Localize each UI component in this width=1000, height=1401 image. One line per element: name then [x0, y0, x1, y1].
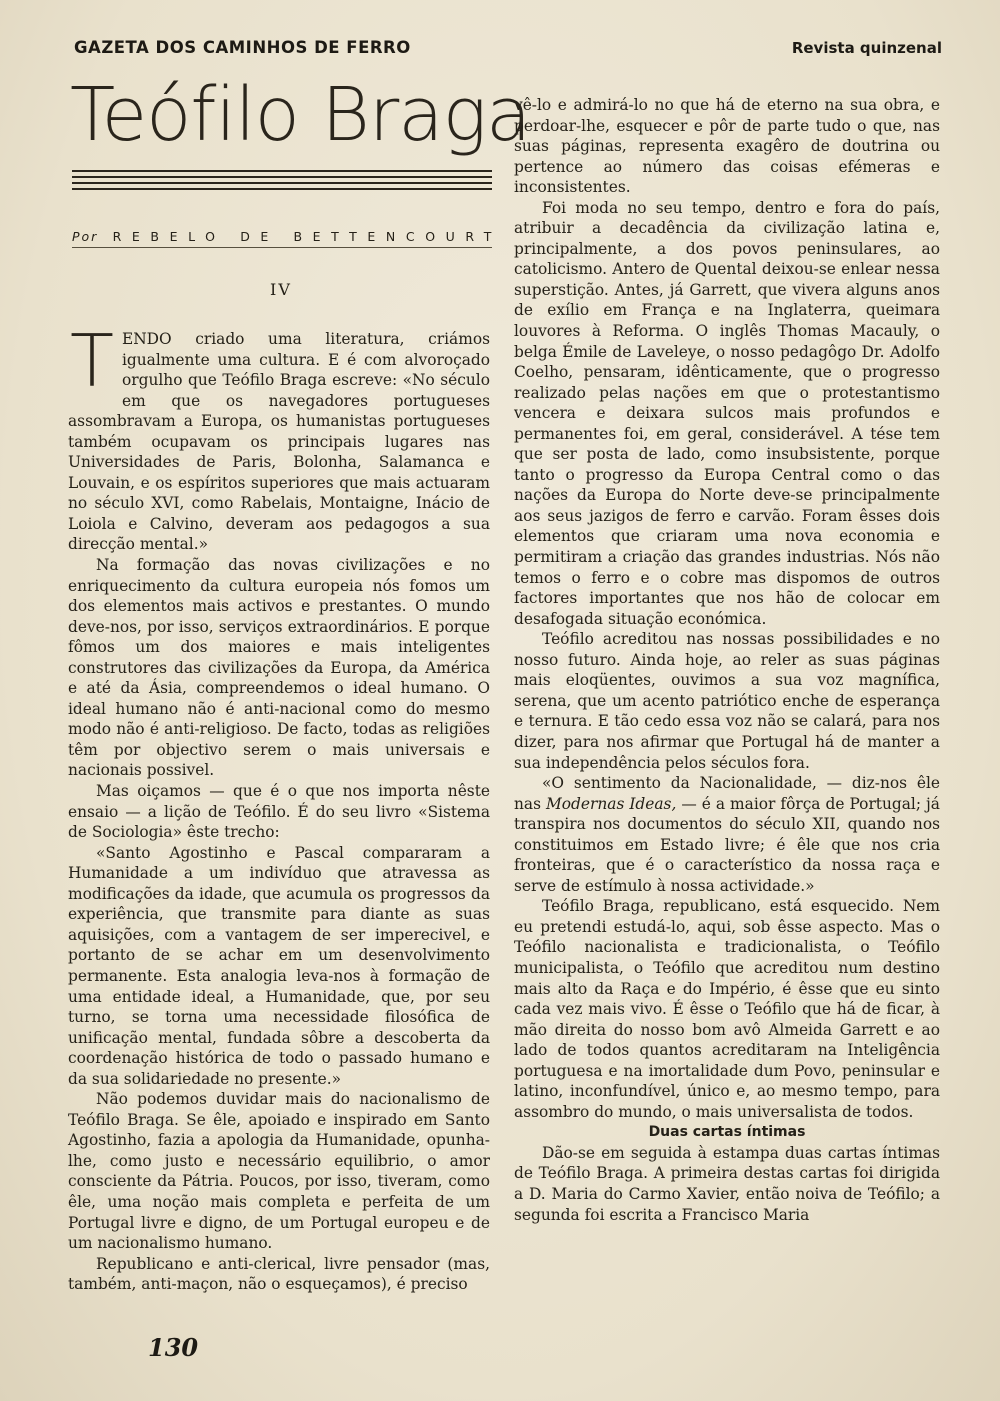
quote-intro: «O sentimento da Nacionalidade, — diz-nos êle nas	[514, 774, 940, 813]
magazine-title: GAZETA DOS CAMINHOS DE FERRO	[74, 38, 411, 57]
paragraph: Teófilo Braga, republicano, está esquecido. Nem eu pretendi estudá-lo, aqui, sob êsse aspecto. Mas o Teófilo nacionalista e tradicionalista, o Teófilo municipalista, o Teófilo que acreditou num destino mais alto da Raça e do Império, é êsse que eu sinto cada vez mais vivo. É êsse o Teófilo que há de ficar, à mão direita do nosso bom avô Almeida Garrett e ao lado de todos quantos acreditaram na Inteligência portuguesa e na imortalidade dum Povo, peninsular e latino, inconfundível, único e, ao mesmo tempo, para assombro do mundo, o mais universalista de todos.	[514, 897, 940, 1121]
paragraph: Não podemos duvidar mais do nacionalismo de Teófilo Braga. Se êle, apoiado e inspirado em Santo Agostinho, fazia a apologia da Humanidade, opunha-lhe, como justo e necessário equilibrio, o amor consciente da Pátria. Poucos, por isso, tiveram, como êle, uma noção mais completa e perfeita de um Portugal livre e digno, de um Portugal europeu e de um nacionalismo humano.	[68, 1090, 490, 1253]
quote-work-title: Modernas Ideas,	[546, 794, 677, 813]
paragraph: Republicano e anti-clerical, livre pensador (mas, também, anti-maçon, não o esqueçamos), é preciso	[68, 1254, 490, 1294]
rule-line	[72, 176, 492, 178]
author-name: REBELO DE BETTENCOURT	[112, 229, 502, 244]
paragraph: Foi moda no seu tempo, dentro e fora do país, atribuir a decadência da civilização latina e, principalmente, a dos povos peninsulares, ao catolicismo. Antero de Quental deixou-se enlear nessa superstição. Antes, já Garrett, que vivera alguns anos de exílio em França e na Inglaterra, queimara louvores à Reforma. O inglês Thomas Macauly, o belga Émile de Laveleye, o nosso pedagôgo Dr. Adolfo Coelho, pensaram, idênticamente, que o progresso realizado pelas nações em que o protestantismo vencera e deixara sulcos mais profundos e permanentes foi, em geral, considerável. A tése tem que ser posta de lado, como insubsistente, porque tanto o progresso da Europa Central como o das nações da Europa do Norte deve-se principalmente aos seus jazigos de ferro e carvão. Foram êsses dois elementos que criaram uma nova economia e permitiram a criação das grandes industrias. Nós não temos o ferro e o cobre mas dispomos de outros factores importantes que nos hão de colocar em desafogada situação económica.	[514, 198, 940, 628]
paragraph: «Santo Agostinho e Pascal compararam a Humanidade a um indivíduo que atravessa as modificações da idade, que acumula os progressos da experiência, que transmite para diante as suas aquisições, com a vantagem de ser imperecivel, e portanto de se achar em um desenvolvimento permanente. Esta analogia leva-nos à formação de uma entidade ideal, a Humanidade, que, por seu turno, se torna uma necessidade filosófica de unificação mental, fundada sôbre a descoberta da coordenação histórica de todo o passado humano e da sua solidariedade no presente.»	[68, 843, 490, 1088]
quote-text: — é a maior fôrça de Portugal; já transpira nos documentos do século XII, quando nos constituimos em Estado livre; é êle que nos cria fronteiras, que é o característico da nossa raça e serve de estímulo à nossa actividade.»	[514, 794, 940, 895]
paragraph: vê-lo e admirá-lo no que há de eterno na sua obra, e perdoar-lhe, esquecer e pôr de parte tudo o que, nas suas páginas, representa exagêro de doutrina ou pertence ao número das coisas efémeras e inconsistentes.	[514, 96, 940, 197]
right-column	[514, 95, 940, 1225]
byline	[72, 229, 502, 248]
drop-cap: T	[70, 319, 114, 403]
paragraph: Dão-se em seguida à estampa duas cartas íntimas de Teófilo Braga. A primeira destas cartas foi dirigida a D. Maria do Carmo Xavier, então noiva de Teófilo; a segunda foi escrita a Francisco Maria	[514, 1143, 940, 1224]
section-numeral: IV	[270, 280, 292, 299]
left-column	[68, 319, 490, 1295]
rule-line	[72, 188, 492, 190]
magazine-type: Revista quinzenal	[791, 39, 942, 57]
byline-prefix: Por	[72, 229, 99, 244]
page-number: 130	[148, 1333, 199, 1362]
article-title: Teófilo Braga	[70, 72, 531, 158]
quote-paragraph	[514, 773, 940, 896]
title-rules	[72, 170, 492, 194]
subheading: Duas cartas íntimas	[648, 1124, 806, 1141]
paragraph: Na formação das novas civilizações e no enriquecimento da cultura europeia nós fomos um dos elementos mais activos e prestantes. O mundo deve-nos, por isso, serviços extraordinários. E porque fômos um dos maiores e mais inteligentes construtores das civilizações da Europa, da América e até da Ásia, compreendemos o ideal humano. O ideal humano não é anti-nacional como do mesmo modo não é anti-religioso. De facto, todas as religiões têm por objectivo serem o mais universais e nacionais possivel.	[68, 556, 490, 780]
rule-line	[72, 182, 492, 184]
rule-line	[72, 170, 492, 172]
paragraph	[68, 319, 490, 555]
paragraph: Mas oiçamos — que é o que nos importa nêste ensaio — a lição de Teófilo. É do seu livro «Sistema de Sociologia» êste trecho:	[68, 782, 490, 842]
paragraph: Teófilo acreditou nas nossas possibilidades e no nosso futuro. Ainda hoje, ao reler as suas páginas mais eloqüentes, ouvimos a sua voz magnífica, serena, que um acento patriótico enche de esperança e ternura. E tão cedo essa voz não se calará, para nos dizer, para nos afirmar que Portugal há de manter a sua independência pelos séculos fora.	[514, 630, 940, 772]
paragraph-text: ENDO criado uma literatura, criámos igualmente uma cultura. E é com alvoroçado orgulho que Teófilo Braga escreve: «No século em que os navegadores portugueses assombravam a Europa, os humanistas portugueses também ocupavam os principais lugares nas Universidades de Paris, Bolonha, Salamanca e Louvain, e os espíritos superiores que mais actuaram no século XVI, como Rabelais, Montaigne, Inácio de Loiola e Calvino, deveram aos pedagogos a sua direcção mental.»	[68, 330, 490, 554]
